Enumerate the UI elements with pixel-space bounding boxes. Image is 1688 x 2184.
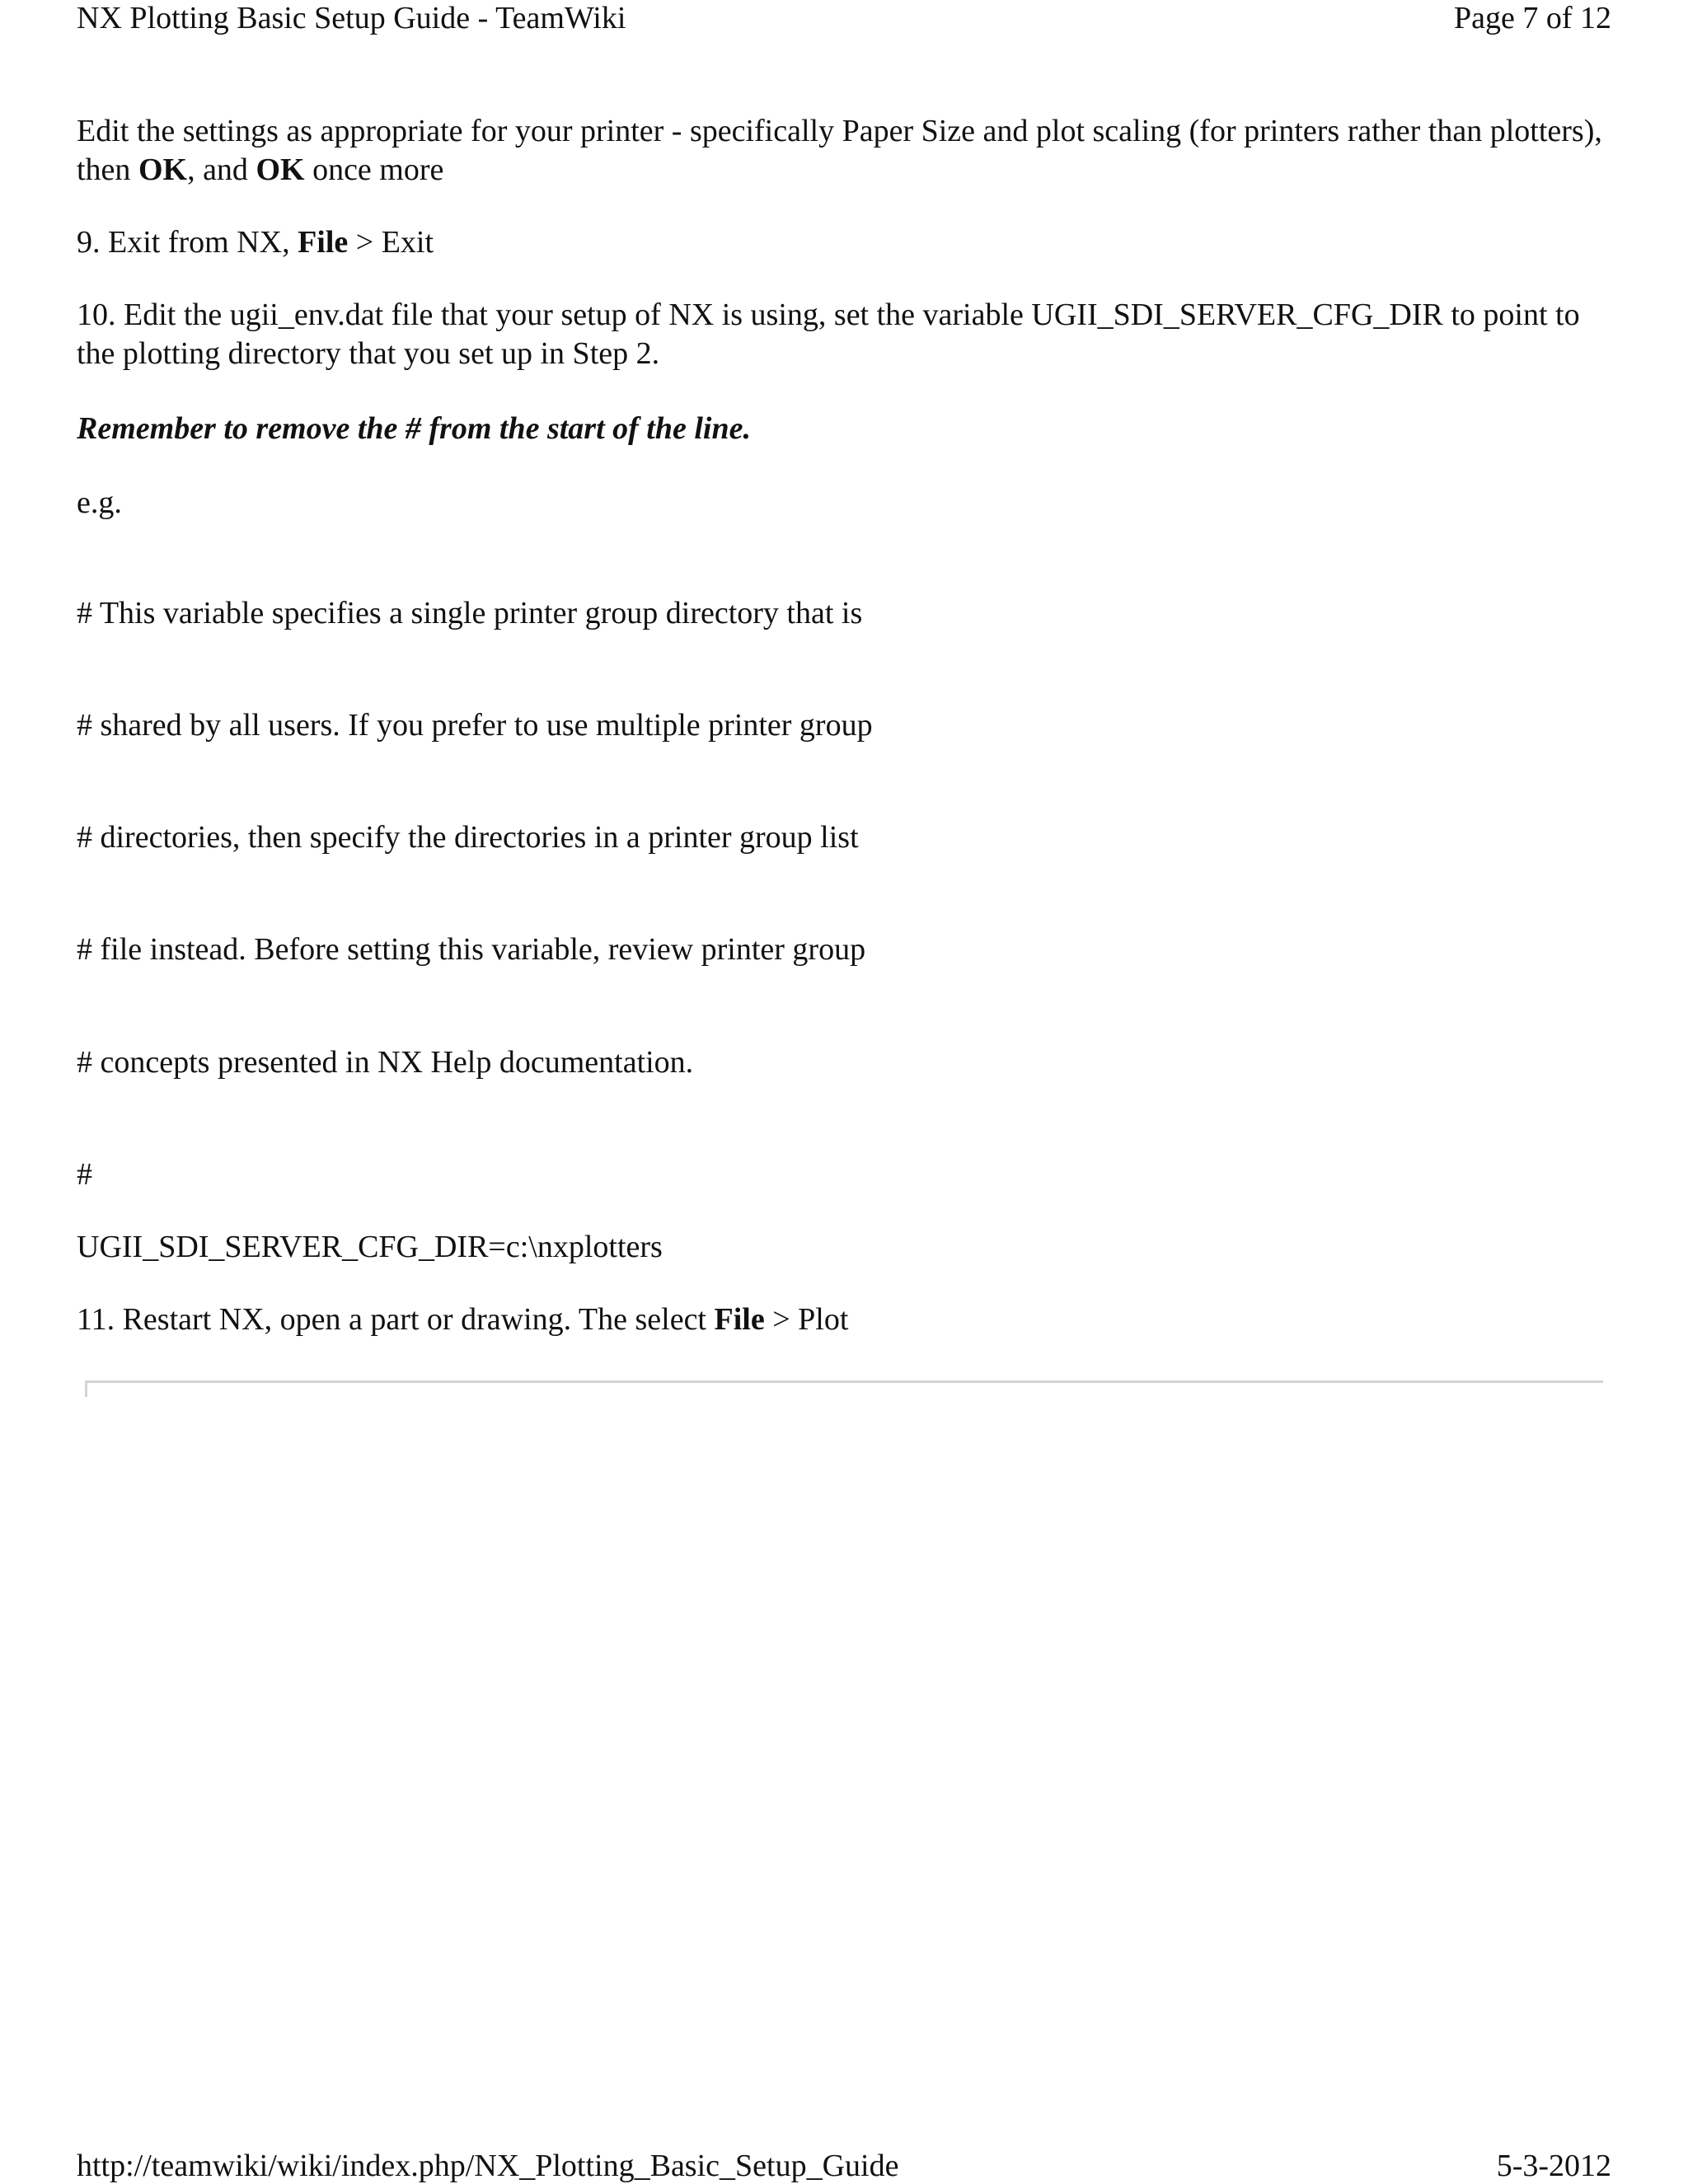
- step-11-text: 11. Restart NX, open a part or drawing. The select: [77, 1302, 715, 1337]
- ok-emphasis-second: OK: [256, 152, 305, 187]
- document-title: NX Plotting Basic Setup Guide - TeamWiki: [77, 1, 626, 35]
- code-line-6: #: [77, 1157, 92, 1192]
- config-setting: UGII_SDI_SERVER_CFG_DIR=c:\nxplotters: [77, 1230, 663, 1264]
- code-line-4: # file instead. Before setting this variable, review printer group: [77, 932, 866, 967]
- step-11: [77, 1301, 1611, 1339]
- reminder-note: Remember to remove the # from the start of the line.: [77, 411, 751, 446]
- code-line-3: # directories, then specify the directories in a printer group list: [77, 820, 859, 855]
- code-line-5: # concepts presented in NX Help documentation.: [77, 1045, 694, 1080]
- step-9-text: 9. Exit from NX,: [77, 225, 298, 260]
- step-11-plot-text: > Plot: [764, 1302, 849, 1337]
- step-9: [77, 223, 1611, 262]
- ok-emphasis: OK: [138, 152, 188, 187]
- code-line-1: # This variable specifies a single printer group directory that is: [77, 596, 863, 630]
- settings-text: Edit the settings as appropriate for your printer - specifically Paper Size and plot scaling (for printers rather than plotters), then: [77, 114, 1602, 187]
- step-10: 10. Edit the ugii_env.dat file that your setup of NX is using, set the variable UGII_SDI_SERVER_CFG_DIR to point to the plotting directory that you set up in Step 2.: [77, 298, 1580, 371]
- settings-text-join: , and: [187, 152, 256, 187]
- settings-text-end: once more: [304, 152, 444, 187]
- file-menu-emphasis-step-11: File: [714, 1302, 765, 1337]
- page-url: http://teamwiki/wiki/index.php/NX_Plotting_Basic_Setup_Guide: [77, 2149, 899, 2183]
- step-9-exit-text: > Exit: [348, 225, 434, 260]
- example-label: e.g.: [77, 485, 122, 520]
- empty-frame-divider: [85, 1380, 1603, 1397]
- print-date: 5-3-2012: [1496, 2149, 1611, 2183]
- settings-paragraph: [77, 112, 1611, 190]
- file-menu-emphasis: File: [298, 225, 349, 260]
- page-number: Page 7 of 12: [1453, 1, 1611, 35]
- code-line-2: # shared by all users. If you prefer to use multiple printer group: [77, 708, 873, 743]
